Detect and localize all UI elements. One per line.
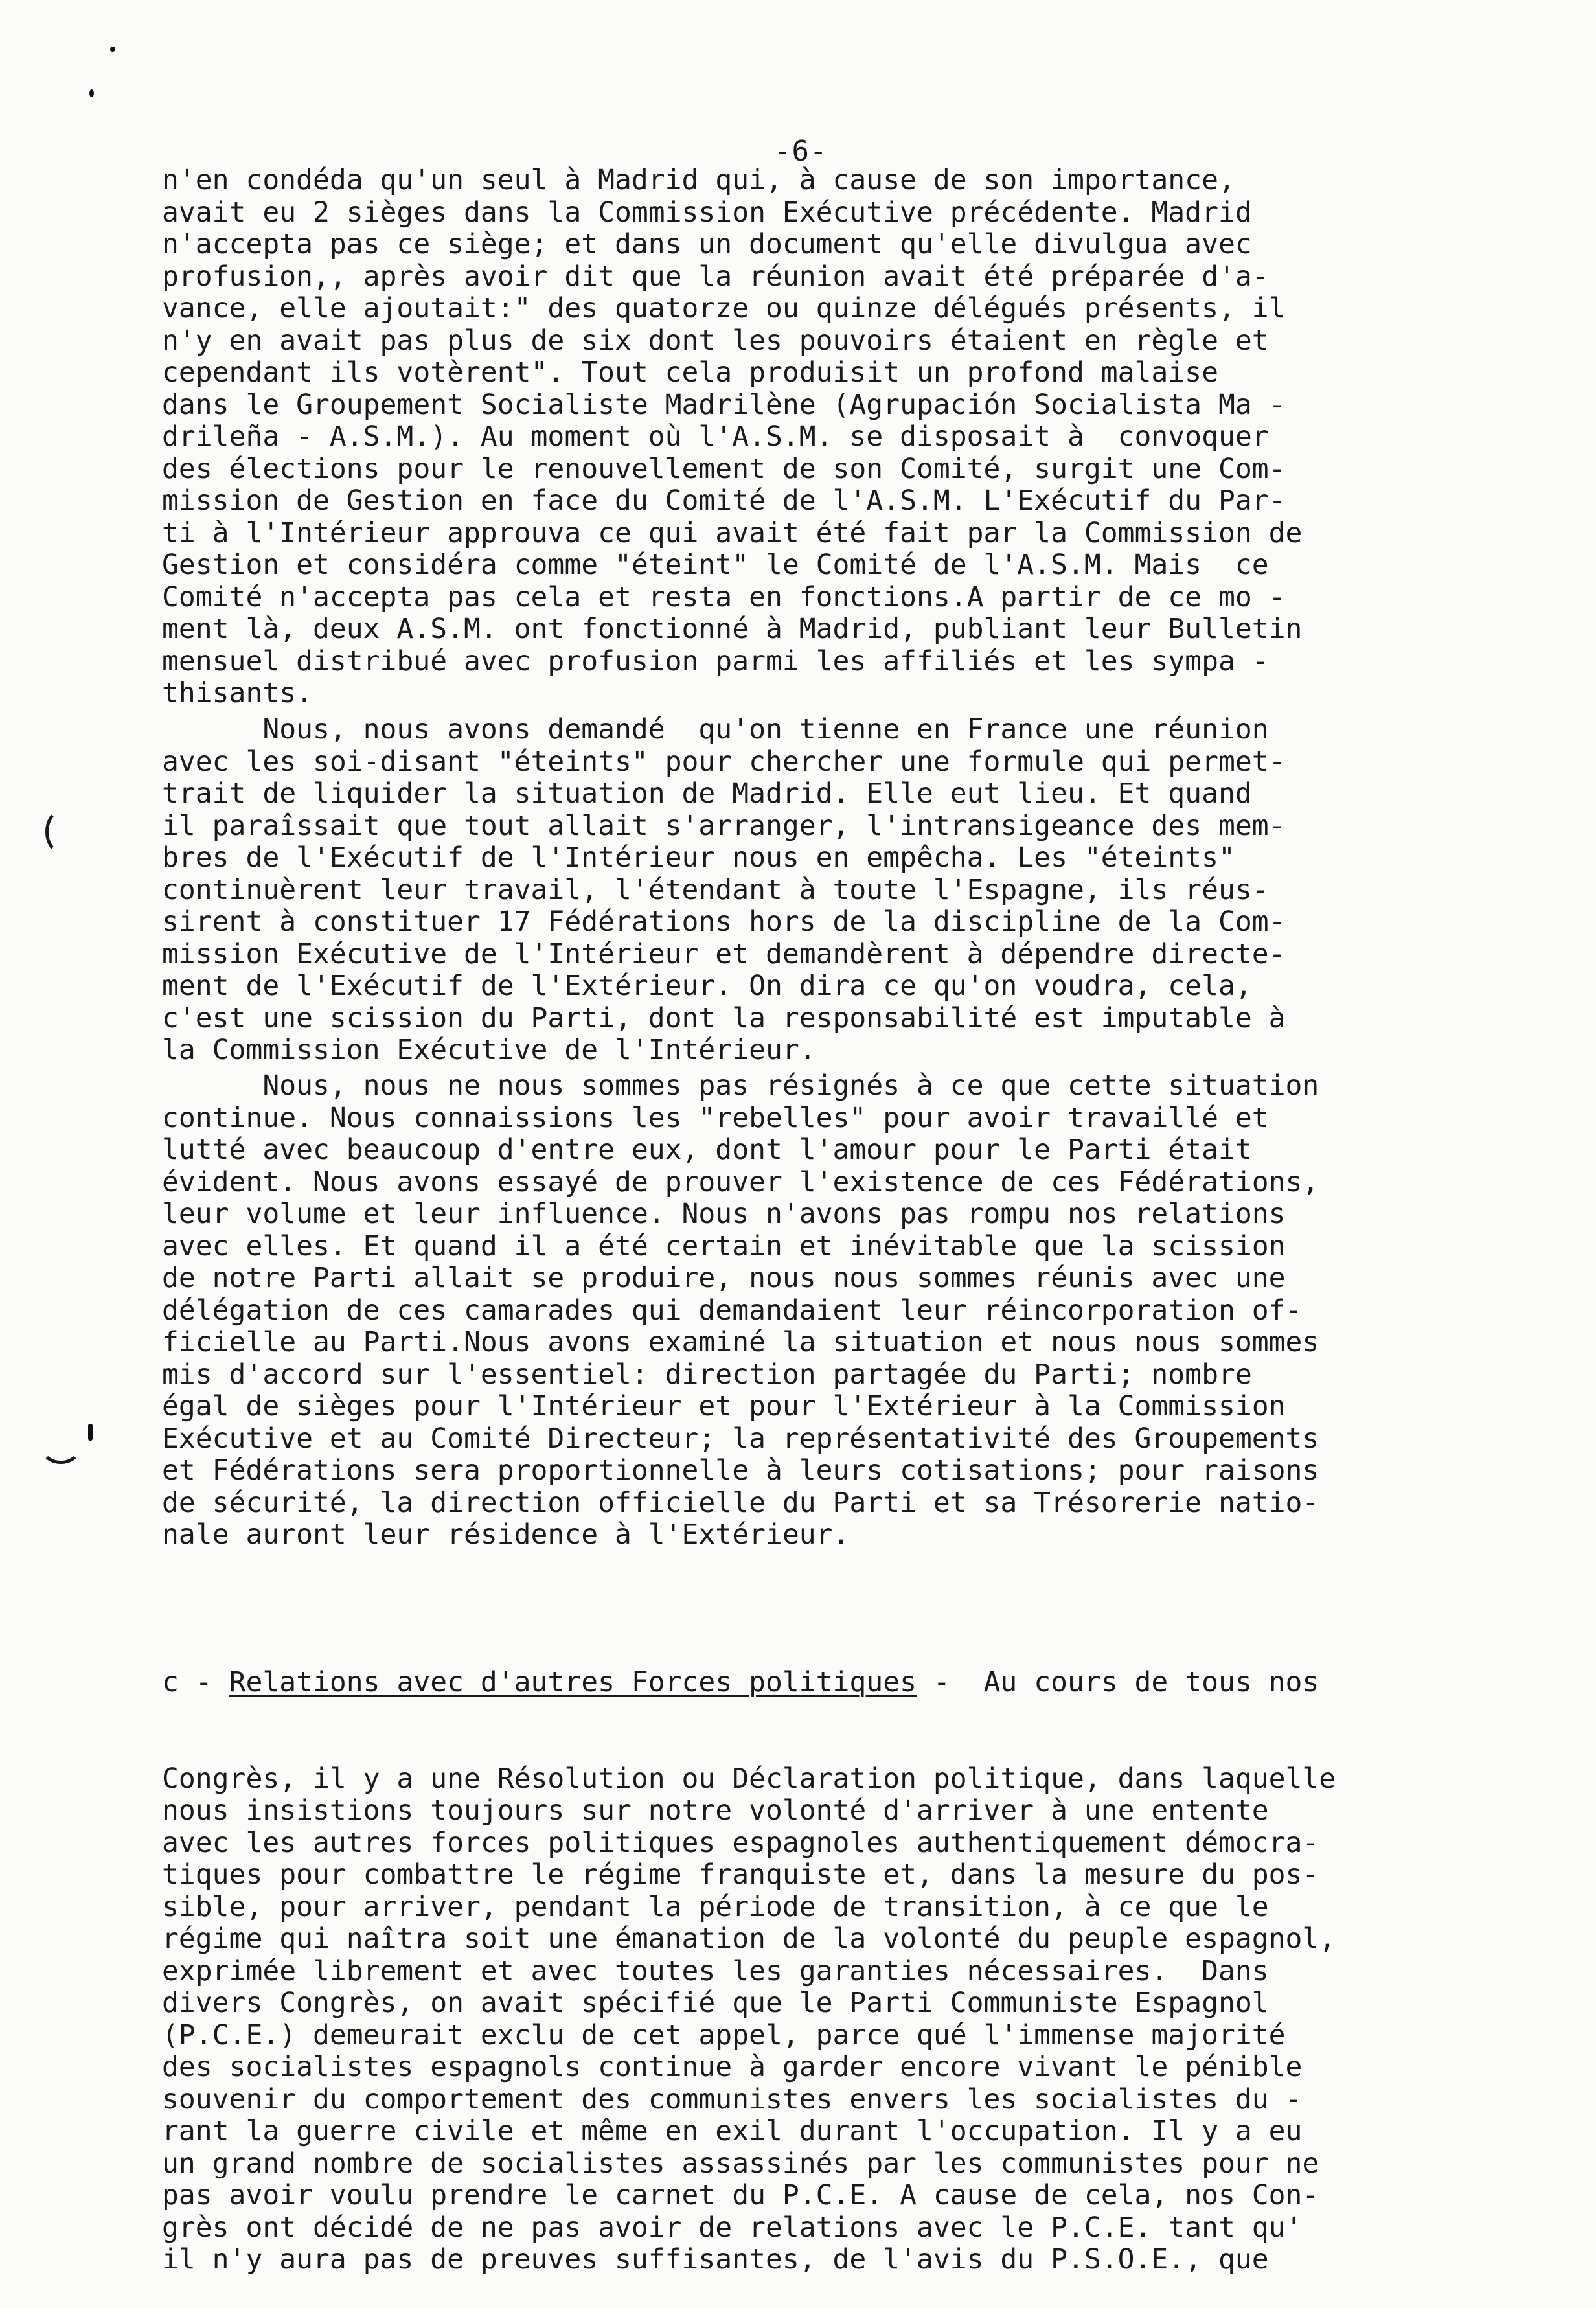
text-line: ment de l'Exécutif de l'Extérieur. On dira ce qu'on voudra, cela, <box>162 970 1252 1002</box>
text-line: cependant ils votèrent". Tout cela produisit un profond malaise <box>162 357 1218 389</box>
text-line: Nous, nous ne nous sommes pas résignés à ce que cette situation <box>162 1070 1319 1102</box>
text-line: de notre Parti allait se produire, nous nous sommes réunis avec une <box>162 1263 1286 1294</box>
text-line: Comité n'accepta pas cela et resta en fonctions.A partir de ce mo - <box>162 581 1286 613</box>
section-c-body <box>162 1763 1490 2276</box>
text-line: mission de Gestion en face du Comité de l'A.S.M. L'Exécutif du Par- <box>162 485 1286 517</box>
text-line: délégation de ces camarades qui demandaient leur réincorporation of- <box>162 1294 1303 1327</box>
text-line: continue. Nous connaissions les "rebelles" pour avoir travaillé et <box>162 1102 1269 1134</box>
text-line: divers Congrès, on avait spécifié que le Parti Communiste Espagnol <box>162 1987 1269 2019</box>
text-line: trait de liquider la situation de Madrid. Elle eut lieu. Et quand <box>162 778 1252 810</box>
text-line: pas avoir voulu prendre le carnet du P.C.E. A cause de cela, nos Con- <box>162 2180 1319 2211</box>
section-c-prefix: c - <box>162 1667 229 1698</box>
paragraph-1 <box>162 165 1490 710</box>
text-line: thisants. <box>162 678 313 709</box>
text-line: Nous, nous avons demandé qu'on tienne en France une réunion <box>162 714 1269 746</box>
text-line: ment là, deux A.S.M. ont fonctionné à Madrid, publiant leur Bulletin <box>162 613 1303 645</box>
text-line: n'accepta pas ce siège; et dans un document qu'elle divulgua avec <box>162 229 1252 260</box>
paragraph-2 <box>162 714 1490 1067</box>
text-line: rant la guerre civile et même en exil durant l'occupation. Il y a eu <box>162 2116 1303 2147</box>
text-line: nous insistions toujours sur notre volonté d'arriver à une entente <box>162 1795 1269 1827</box>
text-line: drileña - A.S.M.). Au moment où l'A.S.M. se disposait à convoquer <box>162 421 1269 453</box>
section-c-heading-line <box>162 1667 1490 1699</box>
text-line: sirent à constituer 17 Fédérations hors de la discipline de la Com- <box>162 906 1286 938</box>
text-line: n'en condéda qu'un seul à Madrid qui, à cause de son importance, <box>162 165 1235 196</box>
text-line: Gestion et considéra comme "éteint" le Comité de l'A.S.M. Mais ce <box>162 549 1269 581</box>
text-line: ti à l'Intérieur approuva ce qui avait été fait par la Commission de <box>162 517 1303 549</box>
text-line: exprimée librement et avec toutes les garanties nécessaires. Dans <box>162 1955 1269 1987</box>
text-line: souvenir du comportement des communistes envers les socialistes du - <box>162 2083 1303 2116</box>
text-line: sible, pour arriver, pendant la période de transition, à ce que le <box>162 1891 1269 1923</box>
text-line: n'y en avait pas plus de six dont les pouvoirs étaient en règle et <box>162 325 1269 357</box>
text-line: et Fédérations sera proportionnelle à leurs cotisations; pour raisons <box>162 1455 1319 1487</box>
scan-speck <box>88 1424 93 1441</box>
section-c <box>162 1603 1490 2308</box>
paragraph-3 <box>162 1070 1490 1551</box>
text-line: bres de l'Exécutif de l'Intérieur nous en empêcha. Les "éteints" <box>162 842 1235 874</box>
section-c-heading-rest: - Au cours de tous nos <box>916 1667 1319 1698</box>
text-line: vance, elle ajoutait:" des quatorze ou quinze délégués présents, il <box>162 293 1286 325</box>
text-line: mission Exécutive de l'Intérieur et demandèrent à dépendre directe- <box>162 938 1286 970</box>
text-line: il paraîssait que tout allait s'arranger, l'intransigeance des mem- <box>162 810 1286 842</box>
text-line: lutté avec beaucoup d'entre eux, dont l'amour pour le Parti était <box>162 1134 1252 1166</box>
section-c-heading: Relations avec d'autres Forces politiques <box>229 1667 917 1698</box>
text-line: dans le Groupement Socialiste Madrilène (Agrupación Socialista Ma - <box>162 389 1286 421</box>
text-line: Congrès, il y a une Résolution ou Déclaration politique, dans laquelle <box>162 1763 1336 1795</box>
text-line: (P.C.E.) demeurait exclu de cet appel, parce qué l'immense majorité <box>162 2019 1286 2051</box>
scan-speck <box>110 47 115 52</box>
text-line: avec les autres forces politiques espagnoles authentiquement démocra- <box>162 1827 1319 1859</box>
text-line: évident. Nous avons essayé de prouver l'existence de ces Fédérations, <box>162 1166 1319 1198</box>
text-line: des socialistes espagnols continue à garder encore vivant le pénible <box>162 2051 1303 2083</box>
text-line: égal de sièges pour l'Intérieur et pour l'Extérieur à la Commission <box>162 1391 1286 1423</box>
text-line: grès ont décidé de ne pas avoir de relations avec le P.C.E. tant qu' <box>162 2211 1303 2244</box>
text-line: avec les soi-disant "éteints" pour chercher une formule qui permet- <box>162 746 1286 778</box>
text-line: la Commission Exécutive de l'Intérieur. <box>162 1034 816 1066</box>
text-line: ficielle au Parti.Nous avons examiné la situation et nous nous sommes <box>162 1327 1319 1358</box>
page-number: -6- <box>774 135 828 168</box>
text-line: un grand nombre de socialistes assassinés par les communistes pour ne <box>162 2147 1319 2180</box>
text-line: des élections pour le renouvellement de son Comité, surgit une Com- <box>162 453 1286 485</box>
text-line: continuèrent leur travail, l'étendant à toute l'Espagne, ils réus- <box>162 874 1269 906</box>
punch-hole-mark <box>40 1429 82 1464</box>
punch-hole-mark <box>45 808 82 855</box>
text-line: de sécurité, la direction officielle du Parti et sa Trésorerie natio- <box>162 1487 1319 1519</box>
text-line: Exécutive et au Comité Directeur; la représentativité des Groupements <box>162 1423 1319 1455</box>
text-line: leur volume et leur influence. Nous n'avons pas rompu nos relations <box>162 1198 1286 1230</box>
text-line: mensuel distribué avec profusion parmi les affiliés et les sympa - <box>162 645 1269 678</box>
text-line: avec elles. Et quand il a été certain et inévitable que la scission <box>162 1230 1286 1263</box>
text-line: c'est une scission du Parti, dont la responsabilité est imputable à <box>162 1002 1286 1034</box>
text-line: il n'y aura pas de preuves suffisantes, de l'avis du P.S.O.E., que <box>162 2244 1269 2276</box>
scan-speck <box>89 89 94 97</box>
text-line: avait eu 2 sièges dans la Commission Exécutive précédente. Madrid <box>162 196 1252 229</box>
text-line: profusion,, après avoir dit que la réunion avait été préparée d'a- <box>162 260 1269 293</box>
text-line: régime qui naîtra soit une émanation de la volonté du peuple espagnol, <box>162 1923 1336 1955</box>
text-line: tiques pour combattre le régime franquiste et, dans la mesure du pos- <box>162 1859 1319 1891</box>
text-line: nale auront leur résidence à l'Extérieur. <box>162 1519 850 1551</box>
text-line: mis d'accord sur l'essentiel: direction partagée du Parti; nombre <box>162 1358 1252 1391</box>
